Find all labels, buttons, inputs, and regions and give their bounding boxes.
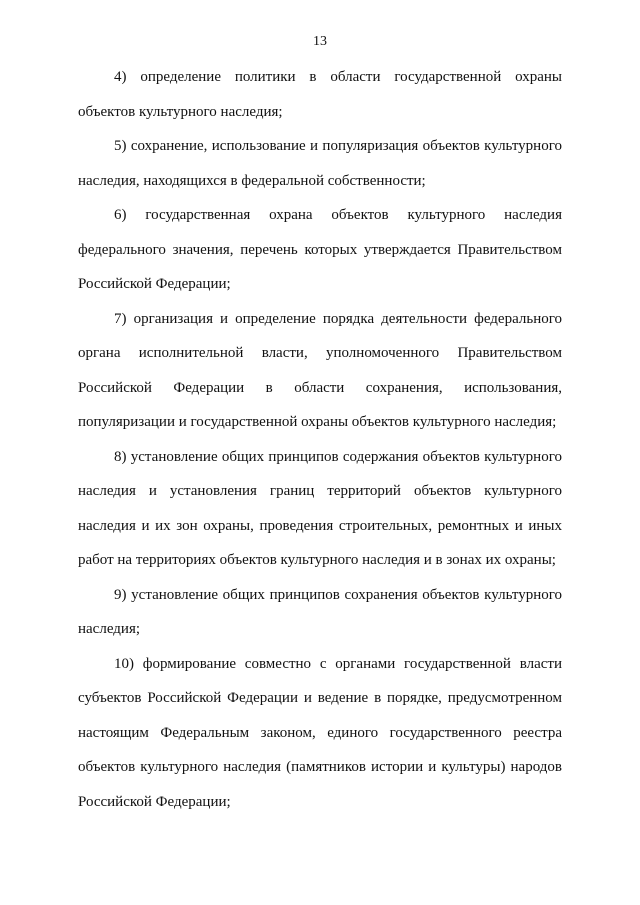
list-item-9: 9) установление общих принципов сохранения объектов культурного наследия;: [78, 586, 562, 637]
page-number: 13: [313, 34, 327, 49]
list-item-10: 10) формирование совместно с органами государственной власти субъектов Российской Федерации и ведение в порядке, предусмотренном настоящим Федеральным законом, единого государственного реестра объектов культурного наследия (памятников истории и культуры) народов Российской Федерации;: [78, 655, 562, 810]
list-item-5: 5) сохранение, использование и популяризация объектов культурного наследия, находящихся в федеральной собственности;: [78, 138, 562, 189]
list-item-7: 7) организация и определение порядка деятельности федерального органа исполнительной власти, уполномоченного Правительством Российской Федерации в области сохранения, использования, популяризации и государственной охраны объектов культурного наследия;: [78, 310, 562, 430]
list-item-4: 4) определение политики в области государственной охраны объектов культурного наследия;: [78, 69, 562, 120]
document-body: [78, 60, 562, 819]
list-item-8: 8) установление общих принципов содержания объектов культурного наследия и установления границ территорий объектов культурного наследия и их зон охраны, проведения строительных, ремонтных и иных работ на территориях объектов культурного наследия и в зонах их охраны;: [78, 448, 562, 568]
list-item-6: 6) государственная охрана объектов культурного наследия федерального значения, перечень которых утверждается Правительством Российской Федерации;: [78, 207, 562, 292]
